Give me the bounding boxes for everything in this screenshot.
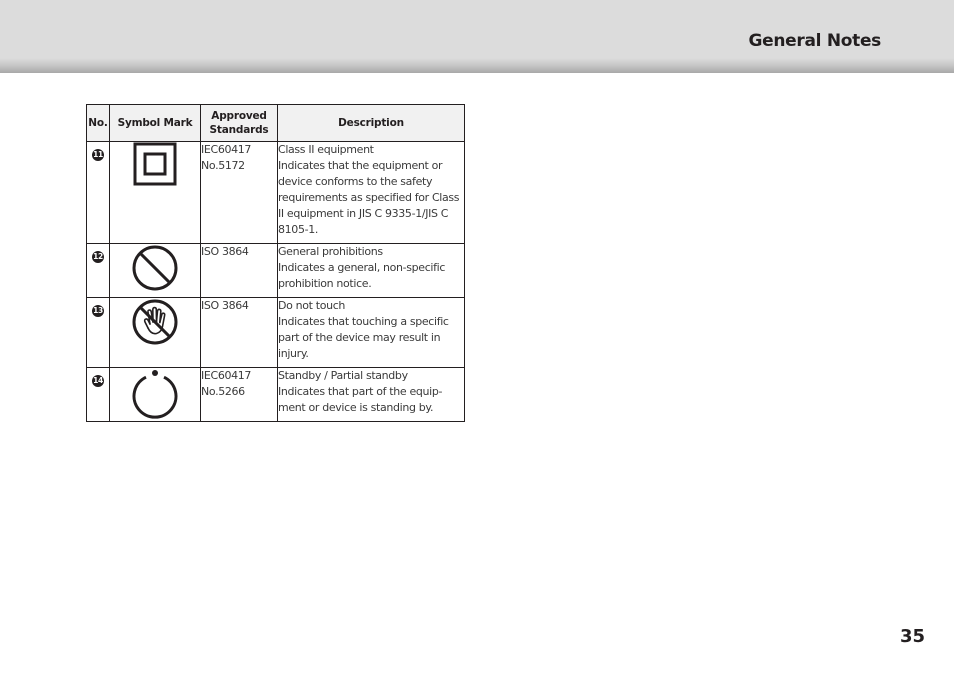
standard-line: IEC60417 — [201, 143, 252, 156]
page-number: 35 — [900, 626, 926, 647]
description-line: prohibition notice. — [278, 277, 372, 290]
standard-cell — [201, 298, 278, 368]
circled-number: 11 — [93, 150, 103, 159]
description-cell — [278, 298, 465, 368]
symbol-cell — [110, 142, 201, 244]
col-header-description: Description — [278, 105, 465, 142]
table-row — [87, 368, 465, 422]
symbol-table — [86, 104, 465, 422]
description-cell — [278, 142, 465, 244]
description-cell — [278, 244, 465, 298]
do-not-touch-icon — [131, 298, 179, 346]
description-line: device conforms to the safety — [278, 175, 433, 188]
description-line: Class II equipment — [278, 143, 374, 156]
standard-cell — [201, 142, 278, 244]
table-row — [87, 244, 465, 298]
standard-line: No.5266 — [201, 385, 245, 398]
circled-number: 14 — [93, 376, 103, 385]
symbol-cell — [110, 368, 201, 422]
circled-number: 12 — [93, 252, 103, 261]
standard-line: ISO 3864 — [201, 245, 249, 258]
table-header-row — [87, 105, 465, 142]
description-cell — [278, 368, 465, 422]
description-line: Standby / Partial standby — [278, 369, 408, 382]
description-line: 8105-1. — [278, 223, 319, 236]
description-line: II equipment in JIS C 9335-1/JIS C — [278, 207, 449, 220]
col-header-approved-standards: Approved Standards — [201, 105, 278, 142]
standard-line: No.5172 — [201, 159, 245, 172]
symbol-cell — [110, 244, 201, 298]
header-bar — [0, 0, 954, 73]
description-line: Indicates that part of the equip- — [278, 385, 443, 398]
description-line: Indicates that touching a specific — [278, 315, 449, 328]
row-number-cell — [87, 298, 110, 368]
description-line: requirements as specified for Class — [278, 191, 460, 204]
standby-icon — [130, 368, 180, 420]
table-row — [87, 298, 465, 368]
col-header-no: No. — [87, 105, 110, 142]
description-line: Indicates that the equipment or — [278, 159, 443, 172]
col-header-symbol-mark: Symbol Mark — [110, 105, 201, 142]
description-line: Indicates a general, non-specific — [278, 261, 446, 274]
description-line: ment or device is standing by. — [278, 401, 434, 414]
class-ii-double-square-icon — [133, 142, 177, 186]
standard-line: IEC60417 — [201, 369, 252, 382]
page-title: General Notes — [748, 31, 881, 51]
prohibition-icon — [131, 244, 179, 292]
description-line: injury. — [278, 347, 309, 360]
row-number-cell — [87, 244, 110, 298]
description-line: General prohibitions — [278, 245, 383, 258]
description-line: part of the device may result in — [278, 331, 441, 344]
symbol-cell — [110, 298, 201, 368]
standard-cell — [201, 368, 278, 422]
standard-line: ISO 3864 — [201, 299, 249, 312]
row-number-cell — [87, 142, 110, 244]
description-line: Do not touch — [278, 299, 346, 312]
standard-cell — [201, 244, 278, 298]
table-row — [87, 142, 465, 244]
row-number-cell — [87, 368, 110, 422]
circled-number: 13 — [93, 306, 103, 315]
